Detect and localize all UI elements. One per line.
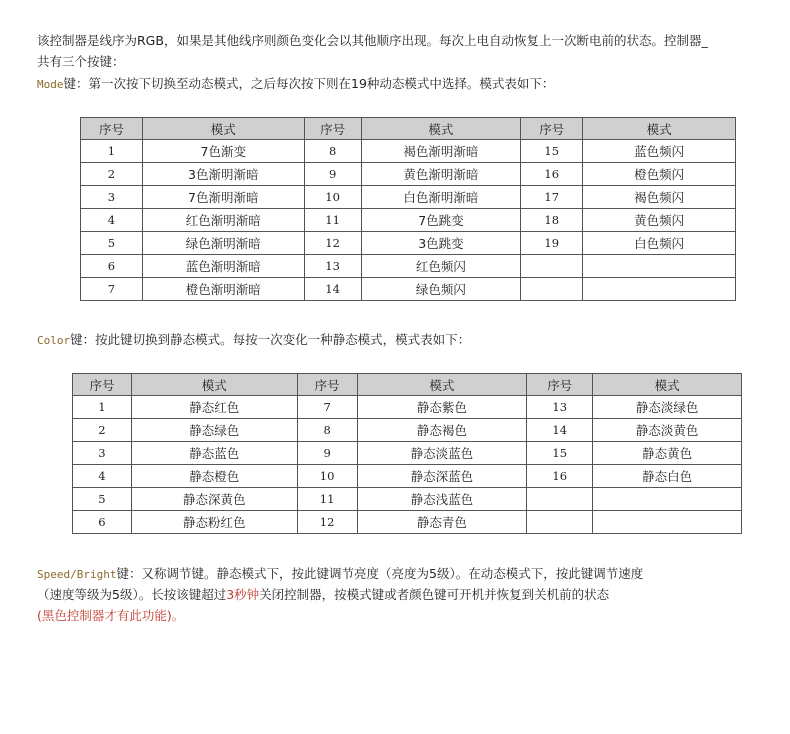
mode-cell: 绿色渐明渐暗 (142, 232, 304, 255)
mode-key-desc: 键：第一次按下切换至动态模式，之后每次按下则在19种动态模式中选择。模式表如下： (63, 76, 555, 91)
index-cell: 2 (81, 163, 143, 186)
mode-cell: 静态橙色 (131, 465, 297, 488)
mode-cell: 7色渐变 (142, 140, 304, 163)
mode-cell: 黄色频闪 (583, 209, 736, 232)
mode-cell: 静态白色 (593, 465, 742, 488)
index-cell: 10 (297, 465, 357, 488)
index-cell (527, 511, 593, 534)
speed-key-desc: 键：又称调节键。静态模式下，按此键调节亮度（亮度为5级）。在动态模式下，按此键调节速度 (116, 566, 644, 581)
index-cell: 9 (297, 442, 357, 465)
column-header: 模式 (361, 118, 521, 140)
mode-cell: 静态黄色 (593, 442, 742, 465)
color-key-line (37, 332, 470, 349)
index-cell: 16 (527, 465, 593, 488)
table-header-row (73, 374, 742, 396)
speed-line-2a: （速度等级为5级）。长按该键超过 (37, 587, 227, 602)
color-key-label: Color (37, 334, 71, 347)
index-cell: 6 (81, 255, 143, 278)
mode-cell: 静态紫色 (357, 396, 527, 419)
index-cell: 14 (304, 278, 361, 301)
mode-cell: 静态淡绿色 (593, 396, 742, 419)
index-cell: 10 (304, 186, 361, 209)
table-row (81, 140, 736, 163)
table-row (81, 255, 736, 278)
index-cell (521, 255, 583, 278)
index-cell: 13 (527, 396, 593, 419)
index-cell: 15 (521, 140, 583, 163)
index-cell: 12 (304, 232, 361, 255)
index-cell: 19 (521, 232, 583, 255)
table-row (73, 465, 742, 488)
index-cell: 12 (297, 511, 357, 534)
column-header: 序号 (304, 118, 361, 140)
speed-line-2 (37, 587, 609, 603)
index-cell: 14 (527, 419, 593, 442)
mode-cell: 静态绿色 (131, 419, 297, 442)
mode-cell: 静态红色 (131, 396, 297, 419)
index-cell: 11 (297, 488, 357, 511)
index-cell: 8 (304, 140, 361, 163)
mode-cell: 红色渐明渐暗 (142, 209, 304, 232)
index-cell: 16 (521, 163, 583, 186)
mode-cell: 绿色频闪 (361, 278, 521, 301)
mode-cell: 3色渐明渐暗 (142, 163, 304, 186)
mode-cell (593, 488, 742, 511)
mode-cell: 橙色渐明渐暗 (142, 278, 304, 301)
column-header: 模式 (357, 374, 527, 396)
mode-cell (583, 255, 736, 278)
table-row (81, 232, 736, 255)
index-cell: 15 (527, 442, 593, 465)
mode-cell: 静态褐色 (357, 419, 527, 442)
mode-cell: 蓝色渐明渐暗 (142, 255, 304, 278)
index-cell: 1 (81, 140, 143, 163)
column-header: 序号 (73, 374, 132, 396)
table-row (73, 419, 742, 442)
index-cell: 4 (81, 209, 143, 232)
index-cell: 1 (73, 396, 132, 419)
mode-cell: 静态粉红色 (131, 511, 297, 534)
index-cell (527, 488, 593, 511)
index-cell (521, 278, 583, 301)
table-row (81, 278, 736, 301)
static-mode-table (72, 373, 742, 534)
intro-line-1: 该控制器是线序为RGB，如果是其他线序则颜色变化会以其他顺序出现。每次上电自动恢复上一次断电前的状态。控制器_ (37, 33, 708, 48)
index-cell: 11 (304, 209, 361, 232)
index-cell: 5 (81, 232, 143, 255)
duration-highlight: 3秒钟 (226, 587, 260, 602)
index-cell: 5 (73, 488, 132, 511)
mode-cell: 白色频闪 (583, 232, 736, 255)
table-row (73, 488, 742, 511)
table-header-row (81, 118, 736, 140)
color-key-desc: 键：按此键切换到静态模式。每按一次变化一种静态模式，模式表如下： (70, 332, 471, 347)
intro-line-2: 共有三个按键： (37, 54, 125, 69)
column-header: 模式 (583, 118, 736, 140)
column-header: 模式 (142, 118, 304, 140)
mode-key-label: Mode (37, 78, 64, 91)
mode-key-line (37, 76, 554, 93)
mode-cell: 红色频闪 (361, 255, 521, 278)
index-cell: 8 (297, 419, 357, 442)
mode-cell: 褐色渐明渐暗 (361, 140, 521, 163)
mode-cell: 黄色渐明渐暗 (361, 163, 521, 186)
speed-line-2b: 关闭控制器，按模式键或者颜色键可开机并恢复到关机前的状态 (259, 587, 610, 602)
index-cell: 13 (304, 255, 361, 278)
speed-key-line (37, 566, 643, 583)
index-cell: 6 (73, 511, 132, 534)
table-row (73, 396, 742, 419)
mode-cell: 静态淡黄色 (593, 419, 742, 442)
table-row (73, 511, 742, 534)
table-row (81, 209, 736, 232)
table-row (73, 442, 742, 465)
index-cell: 2 (73, 419, 132, 442)
index-cell: 7 (297, 396, 357, 419)
mode-cell: 静态淡蓝色 (357, 442, 527, 465)
column-header: 序号 (527, 374, 593, 396)
index-cell: 3 (73, 442, 132, 465)
table-row (81, 163, 736, 186)
index-cell: 3 (81, 186, 143, 209)
mode-cell: 3色跳变 (361, 232, 521, 255)
mode-cell: 7色跳变 (361, 209, 521, 232)
column-header: 序号 (521, 118, 583, 140)
mode-cell: 白色渐明渐暗 (361, 186, 521, 209)
column-header: 序号 (297, 374, 357, 396)
speed-key-label: Speed/Bright (37, 568, 117, 581)
column-header: 序号 (81, 118, 143, 140)
speed-line-3-note: (黑色控制器才有此功能)。 (37, 608, 185, 623)
mode-cell: 静态青色 (357, 511, 527, 534)
mode-cell (583, 278, 736, 301)
mode-cell: 褐色频闪 (583, 186, 736, 209)
mode-cell: 静态深黄色 (131, 488, 297, 511)
table-row (81, 186, 736, 209)
mode-cell: 静态浅蓝色 (357, 488, 527, 511)
mode-cell: 蓝色频闪 (583, 140, 736, 163)
index-cell: 7 (81, 278, 143, 301)
mode-cell (593, 511, 742, 534)
column-header: 模式 (593, 374, 742, 396)
index-cell: 4 (73, 465, 132, 488)
index-cell: 17 (521, 186, 583, 209)
mode-cell: 7色渐明渐暗 (142, 186, 304, 209)
dynamic-mode-table (80, 117, 736, 301)
mode-cell: 静态蓝色 (131, 442, 297, 465)
mode-cell: 橙色频闪 (583, 163, 736, 186)
mode-cell: 静态深蓝色 (357, 465, 527, 488)
index-cell: 18 (521, 209, 583, 232)
column-header: 模式 (131, 374, 297, 396)
index-cell: 9 (304, 163, 361, 186)
